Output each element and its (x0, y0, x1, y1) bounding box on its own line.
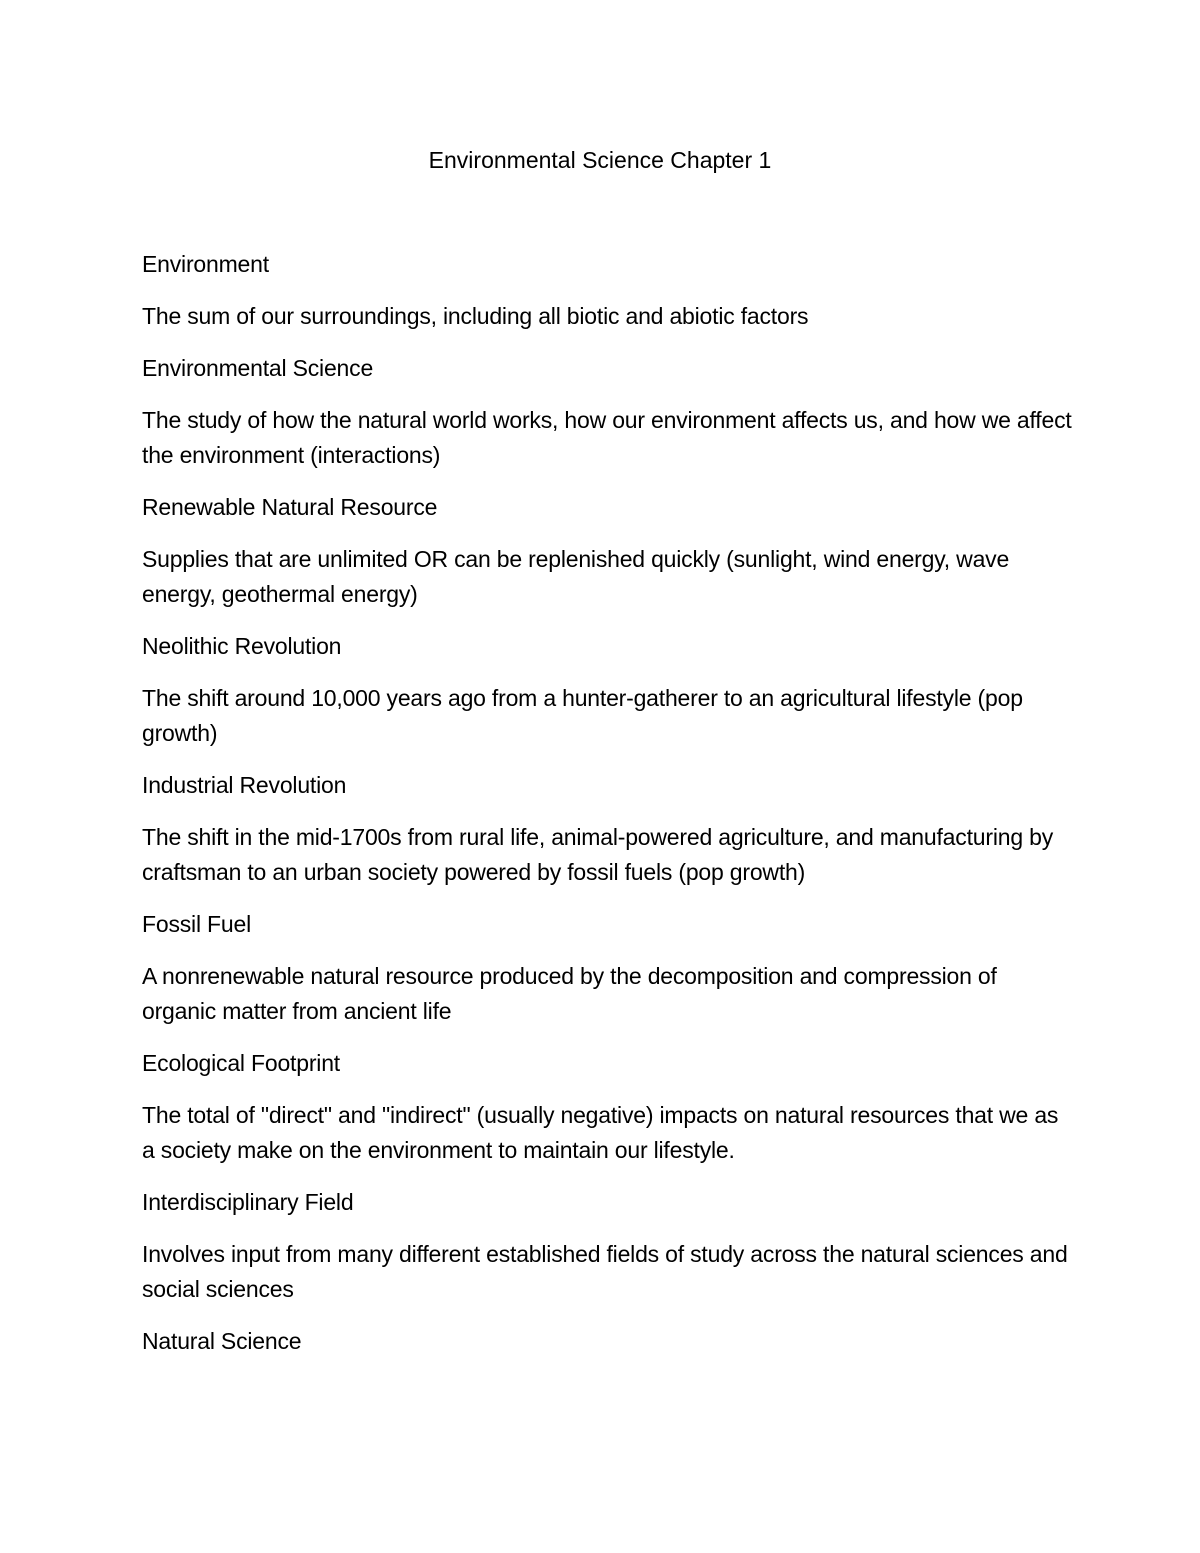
term-fossil-fuel: Fossil Fuel (142, 911, 251, 937)
term-industrial-revolution: Industrial Revolution (142, 772, 347, 798)
term-neolithic-revolution: Neolithic Revolution (142, 633, 342, 659)
term-environmental-science: Environmental Science (142, 355, 374, 381)
definition-ecological-footprint: The total of "direct" and "indirect" (usually negative) impacts on natural resources that we as a society make on the environment to maintain our lifestyle. (142, 1102, 1059, 1163)
term-ecological-footprint: Ecological Footprint (142, 1050, 340, 1076)
definition-neolithic-revolution: The shift around 10,000 years ago from a hunter-gatherer to an agricultural lifestyle (pop growth) (142, 685, 1023, 746)
term-natural-science: Natural Science (142, 1328, 302, 1354)
term-environment: Environment (142, 251, 269, 277)
document-title: Environmental Science Chapter 1 (428, 147, 772, 173)
definition-environmental-science: The study of how the natural world works, how our environment affects us, and how we affect the environment (interactions) (142, 407, 1072, 468)
definition-industrial-revolution: The shift in the mid-1700s from rural life, animal-powered agriculture, and manufacturing by craftsman to an urban society powered by fossil fuels (pop growth) (142, 824, 1053, 885)
definition-fossil-fuel: A nonrenewable natural resource produced by the decomposition and compression of organic matter from ancient life (142, 963, 997, 1024)
definition-environment: The sum of our surroundings, including all biotic and abiotic factors (142, 303, 809, 329)
term-interdisciplinary-field: Interdisciplinary Field (142, 1189, 354, 1215)
definition-renewable-natural-resource: Supplies that are unlimited OR can be replenished quickly (sunlight, wind energy, wave energy, geothermal energy) (142, 546, 1010, 607)
glossary-list (142, 247, 1072, 1376)
term-renewable-natural-resource: Renewable Natural Resource (142, 494, 438, 520)
definition-interdisciplinary-field: Involves input from many different established fields of study across the natural sciences and social sciences (142, 1241, 1068, 1302)
